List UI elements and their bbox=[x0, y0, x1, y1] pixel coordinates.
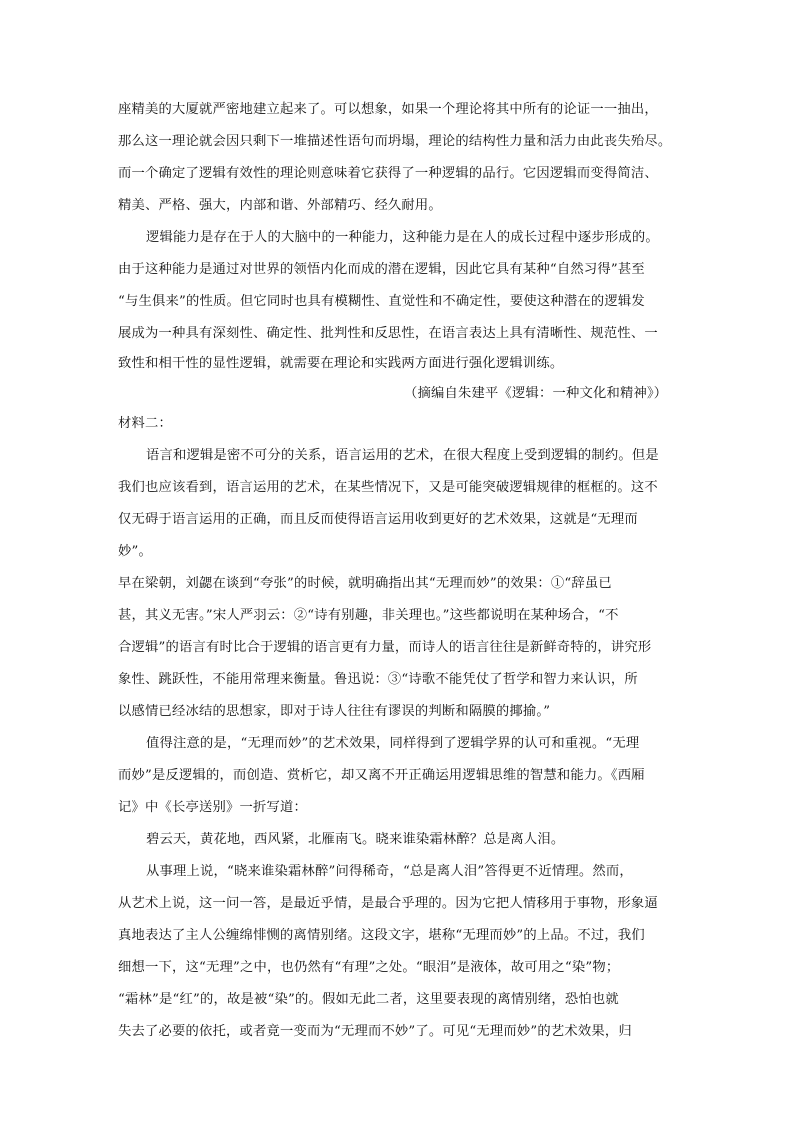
text-line: 记》中《长亭送别》一折写道： bbox=[118, 800, 307, 815]
text-line: 精美、严格、强大，内部和谐、外部精巧、经久耐用。 bbox=[118, 198, 442, 213]
section-heading: 材料二： bbox=[118, 416, 172, 431]
text-line: 由于这种能力是通过对世界的领悟内化而成的潜在逻辑，因此它具有某种“自然习得”甚至 bbox=[118, 262, 645, 277]
text-line: 我们也应该看到，语言运用的艺术，在某些情况下，又是可能突破逻辑规律的框框的。这不 bbox=[118, 480, 658, 495]
text-line: “与生俱来”的性质。但它同时也具有模糊性、直觉性和不确定性，要使这种潜在的逻辑发 bbox=[118, 294, 645, 309]
text-line: 细想一下，这“无理”之中，也仍然有“有理”之处。“眼泪”是液体，故可用之“染”物； bbox=[118, 960, 620, 975]
text-line: 妙”。 bbox=[118, 544, 152, 559]
source-citation: （摘编自朱建平《逻辑：一种文化和精神》） bbox=[404, 386, 668, 401]
text-line: 甚，其义无害。”宋人严羽云：②“诗有别趣，非关理也。”这些都说明在某种场合，“不 bbox=[118, 608, 619, 623]
text-line: 而一个确定了逻辑有效性的理论则意味着它获得了一种逻辑的品行。它因逻辑而变得简洁、 bbox=[118, 166, 658, 181]
paragraph-first-line: 值得注意的是，“无理而妙”的艺术效果，同样得到了逻辑学界的认可和重视。“无理 bbox=[146, 736, 640, 751]
text-line: 失去了必要的依托，或者竟一变而为“无理而不妙”了。可见“无理而妙”的艺术效果，归 bbox=[118, 1024, 632, 1039]
quoted-verse: 碧云天，黄花地，西风紧，北雁南飞。晓来谁染霜林醉？总是离人泪。 bbox=[146, 832, 565, 847]
text-line: 合逻辑”的语言有时比合于逻辑的语言更有力量，而诗人的语言往往是新鲜奇特的，讲究形 bbox=[118, 640, 652, 655]
text-line: “霜林”是“红”的，故是被“染”的。假如无此二者，这里要表现的离情别绪，恐怕也就 bbox=[118, 992, 619, 1007]
text-line: 致性和相干性的显性逻辑，就需要在理论和实践两方面进行强化逻辑训练。 bbox=[118, 356, 564, 371]
text-line: 展成为一种具有深刻性、确定性、批判性和反思性，在语言表达上具有清晰性、规范性、一 bbox=[118, 326, 658, 341]
text-line: 而妙”是反逻辑的，而创造、赏析它，却又离不开正确运用逻辑思维的智慧和能力。《西厢 bbox=[118, 768, 645, 783]
text-line: 真地表达了主人公缠绵悱恻的离情别绪。这段文字，堪称“无理而妙”的上品。不过，我们 bbox=[118, 928, 645, 943]
text-line: 座精美的大厦就严密地建立起来了。可以想象，如果一个理论将其中所有的论证一一抽出， bbox=[118, 102, 658, 117]
text-line: 象性、跳跃性，不能用常理来衡量。鲁迅说：③“诗歌不能凭仗了哲学和智力来认识，所 bbox=[118, 672, 638, 687]
text-line: 从艺术上说，这一问一答，是最近乎情，是最合乎理的。因为它把人情移用于事物，形象逼 bbox=[118, 896, 658, 911]
paragraph-first-line: 早在梁朝，刘勰在谈到“夸张”的时候，就明确指出其“无理而妙”的效果：①“辞虽已 bbox=[118, 576, 612, 591]
text-line: 仅无碍于语言运用的正确，而且反而使得语言运用收到更好的艺术效果，这就是“无理而 bbox=[118, 512, 638, 527]
text-line: 那么这一理论就会因只剩下一堆描述性语句而坍塌，理论的结构性力量和活力由此丧失殆尽。 bbox=[118, 134, 672, 149]
paragraph-first-line: 逻辑能力是存在于人的大脑中的一种能力，这种能力是在人的成长过程中逐步形成的。 bbox=[146, 230, 659, 245]
paragraph-first-line: 从事理上说，“晓来谁染霜林醉”问得稀奇，“总是离人泪”答得更不近情理。然而， bbox=[146, 864, 633, 879]
text-line: 以感情已经冰结的思想家，即对于诗人往往有谬误的判断和隔膜的揶揄。” bbox=[118, 704, 551, 719]
paragraph-first-line: 语言和逻辑是密不可分的关系，语言运用的艺术，在很大程度上受到逻辑的制约。但是 bbox=[146, 448, 659, 463]
